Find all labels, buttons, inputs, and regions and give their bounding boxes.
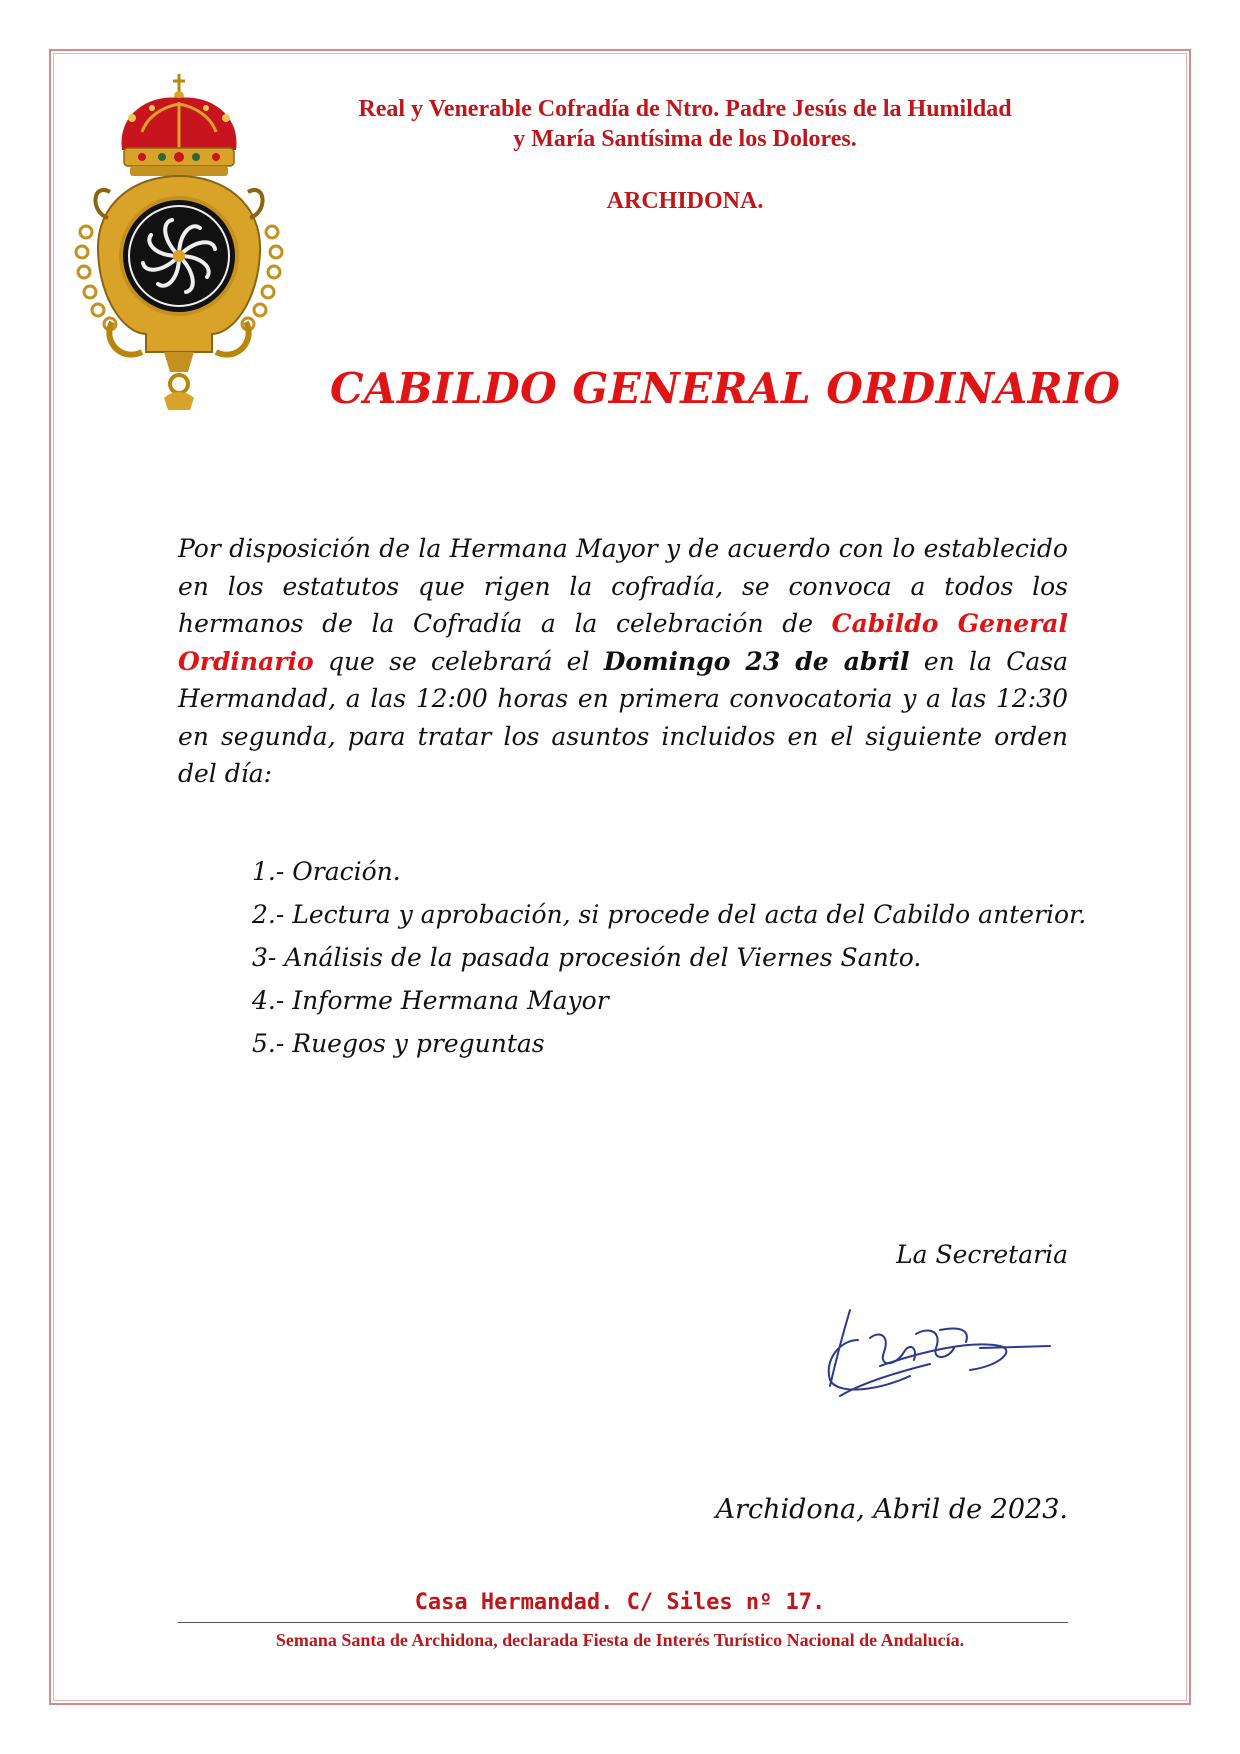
crown-icon <box>122 74 237 176</box>
footer-divider <box>178 1622 1068 1623</box>
document-title: CABILDO GENERAL ORDINARIO <box>330 364 1121 413</box>
agenda-item: 2.- Lectura y aprobación, si procede del acta del Cabildo anterior. <box>252 900 1087 929</box>
signer-title: La Secretaria <box>896 1240 1068 1269</box>
agenda-list <box>252 850 1086 1065</box>
convocation-paragraph <box>178 530 1068 793</box>
agenda-item: 3- Análisis de la pasada procesión del Viernes Santo. <box>252 943 922 972</box>
header-cofradia-name-cont: y María Santísima de los Dolores. <box>513 126 857 152</box>
header-city: ARCHIDONA. <box>606 188 764 214</box>
body-highlight-date: Domingo 23 de abril <box>603 646 910 676</box>
cofradia-emblem-logo <box>72 72 286 412</box>
body-text-part3: en la Casa Hermandad, a las 12:00 horas en primera convocatoria y a las 12:30 en segunda, para tratar los asuntos incluidos en el siguiente orden del día: <box>178 646 1068 788</box>
body-text-part2: que se celebrará el <box>313 646 604 676</box>
agenda-item: 4.- Informe Hermana Mayor <box>252 986 609 1015</box>
body-text-part1: Por disposición de la Hermana Mayor y de acuerdo con lo establecido en los estatutos que rigen la cofradía, se convoca a todos los hermanos de la Cofradía a la celebración de <box>178 534 1068 638</box>
header-cofradia-name: Real y Venerable Cofradía de Ntro. Padre Jesús de la Humildad <box>358 96 1012 122</box>
handwritten-signature <box>820 1300 1060 1410</box>
body-highlight-cabildo: Cabildo General Ordinario <box>178 609 1069 676</box>
agenda-item: 5.- Ruegos y preguntas <box>252 1029 545 1058</box>
footer-note: Semana Santa de Archidona, declarada Fiesta de Interés Turístico Nacional de Andalucía. <box>275 1630 965 1650</box>
agenda-item: 1.- Oración. <box>252 857 401 886</box>
document-date: Archidona, Abril de 2023. <box>715 1494 1068 1525</box>
footer-address: Casa Hermandad. C/ Siles nº 17. <box>414 1590 826 1615</box>
